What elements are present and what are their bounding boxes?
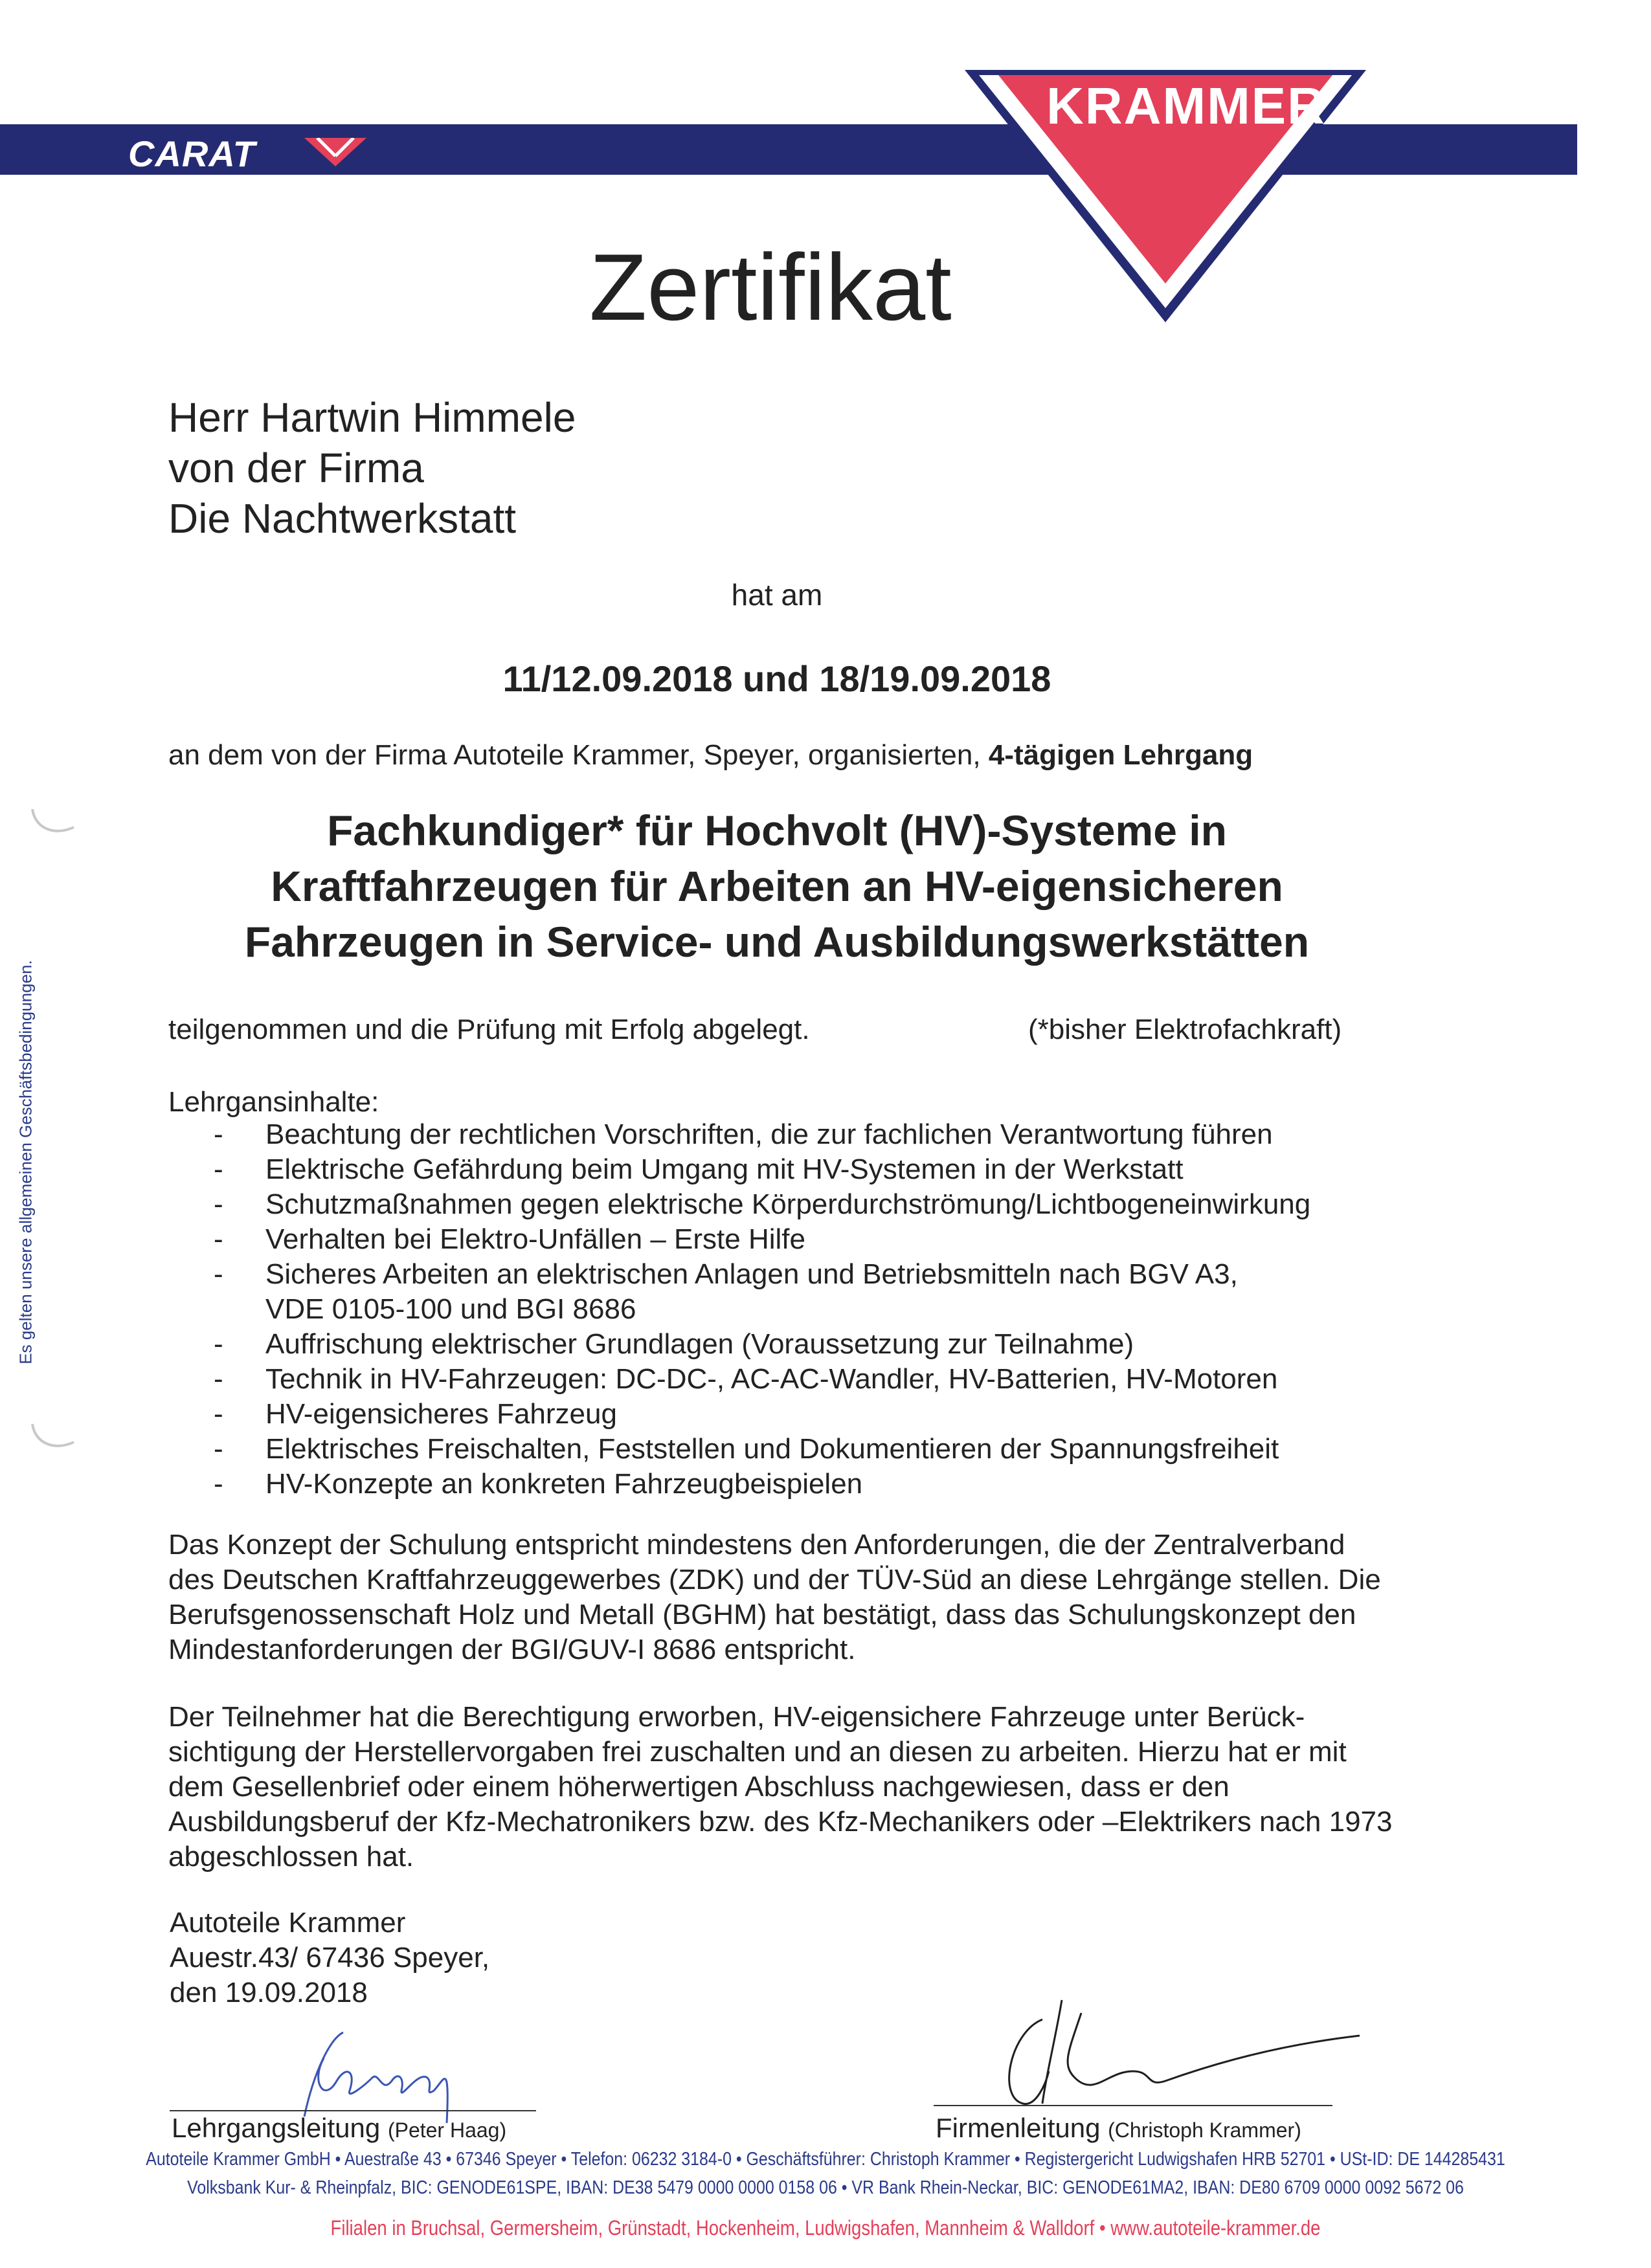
list-item: - Technik in HV-Fahrzeugen: DC-DC-, AC-AC-Wandler, HV-Batterien, HV-Motoren [214,1363,1278,1395]
list-item-text: Schutzmaßnahmen gegen elektrische Körperdurchströmung/Lichtbogeneinwirkung [265,1188,1311,1220]
list-item-text: Sicheres Arbeiten an elektrischen Anlagen und Betriebsmitteln nach BGV A3, VDE 0105-100 und BGI 8686 [265,1258,1238,1325]
organized-bold: 4-tägigen Lehrgang [988,739,1253,771]
footnote-text: (*bisher Elektrofachkraft) [1028,1014,1342,1045]
carat-logo: CARAT [128,133,256,174]
list-item-text: Verhalten bei Elektro-Unfällen – Erste Hilfe [265,1223,805,1255]
contents-label: Lehrgansinhalte: [168,1086,379,1118]
contents-list [207,1117,1437,1502]
signature-krammer-image [984,1974,1373,2117]
side-terms-note: Es gelten unsere allgemeinen Geschäftsbedingungen. [16,960,36,1364]
list-item: - Elektrisches Freischalten, Feststellen und Dokumentieren der Spannungsfreiheit [214,1433,1279,1465]
course-title-line-1: Fachkundiger* für Hochvolt (HV)-Systeme in [327,806,1227,854]
recipient-block [168,392,576,544]
signature-line-right [934,2105,1332,2106]
list-item-text: HV-eigensicheres Fahrzeug [265,1398,617,1430]
list-item-text: Auffrischung elektrischer Grundlagen (Voraussetzung zur Teilnahme) [265,1328,1134,1360]
recipient-company-label: von der Firma [168,445,424,491]
organized-plain: an dem von der Firma Autoteile Krammer, Speyer, organisierten, [168,739,981,771]
list-item: - Verhalten bei Elektro-Unfällen – Erste Hilfe [214,1223,805,1255]
punch-hole-bottom-icon [28,1418,80,1456]
footer-company-info: Autoteile Krammer GmbH • Auestraße 43 • 67346 Speyer • Telefon: 06232 3184-0 • Geschäftsführer: Christoph Krammer • Registergericht Ludwigshafen HRB 52701 • USt-ID: DE 144285431 [146,2149,1505,2170]
list-item: - Auffrischung elektrischer Grundlagen (Voraussetzung zur Teilnahme) [214,1328,1134,1360]
issuer-name: Autoteile Krammer [170,1907,406,1939]
list-item-text: Technik in HV-Fahrzeugen: DC-DC-, AC-AC-Wandler, HV-Batterien, HV-Motoren [265,1363,1278,1395]
passed-text: teilgenommen und die Prüfung mit Erfolg abgelegt. [168,1014,810,1045]
signature-line-left [170,2110,536,2111]
signature-left-name: (Peter Haag) [387,2118,507,2142]
list-item: - Schutzmaßnahmen gegen elektrische Körperdurchströmung/Lichtbogeneinwirkung [214,1188,1311,1220]
list-item-text: Elektrisches Freischalten, Feststellen und Dokumentieren der Spannungsfreiheit [265,1433,1279,1465]
course-title-line-3: Fahrzeugen in Service- und Ausbildungswerkstätten [244,918,1310,966]
signature-right-role: Firmenleitung [936,2113,1101,2143]
course-dates: 11/12.09.2018 und 18/19.09.2018 [502,658,1051,699]
signature-left-label [172,2113,506,2144]
issue-date: den 19.09.2018 [170,1977,368,2008]
list-item: - Elektrische Gefährdung beim Umgang mit HV-Systemen in der Werkstatt [214,1153,1184,1185]
issuer-address [170,1906,489,2010]
signature-left-role: Lehrgangsleitung [172,2113,381,2143]
signature-right-label [936,2113,1301,2144]
course-title-line-2: Kraftfahrzeugen für Arbeiten an HV-eigensicheren [271,862,1283,910]
course-title [0,803,1554,970]
paragraph-concept: Das Konzept der Schulung entspricht mindestens den Anforderungen, die der Zentralverband des Deutschen Kraftfahrzeuggewerbes (ZDK) und der TÜV-Süd an diese Lehrgänge stellen. Die Berufsgenossenschaft Holz und Metall (BGHM) hat bestätigt, dass das Schulungskonzept den Mindestanforderungen der BGI/GUV-I 8686 entspricht. [168,1529,1381,1665]
recipient-company: Die Nachtwerkstatt [168,495,517,542]
paragraph-authorization: Der Teilnehmer hat die Berechtigung erworben, HV-eigensichere Fahrzeuge unter Berück-sichtigung der Herstellervorgaben frei zuschalten und an diesen zu arbeiten. Hierzu hat er mit dem Gesellenbrief oder einem höherwertigen Abschluss nachgewiesen, dass er den Ausbildungsberuf der Kfz-Mechatronikers bzw. des Kfz-Mechanikers oder –Elektrikers nach 1973 abgeschlossen hat. [168,1701,1393,1873]
recipient-name: Herr Hartwin Himmele [168,394,576,441]
carat-logo-mark [304,138,366,168]
issuer-street: Auestr.43/ 67436 Speyer, [170,1942,490,1973]
list-item-text: Elektrische Gefährdung beim Umgang mit HV-Systemen in der Werkstatt [265,1153,1184,1185]
list-item: - Beachtung der rechtlichen Vorschriften, die zur fachlichen Verantwortung führen [214,1118,1273,1150]
list-item: - HV-Konzepte an konkreten Fahrzeugbeispielen [214,1468,863,1500]
list-item-text: HV-Konzepte an konkreten Fahrzeugbeispielen [265,1468,863,1500]
list-item: - HV-eigensicheres Fahrzeug [214,1398,617,1430]
list-item-text: Beachtung der rechtlichen Vorschriften, die zur fachlichen Verantwortung führen [265,1118,1273,1150]
organized-text [168,739,1253,772]
hat-am-text: hat am [731,578,823,612]
list-item: - Sicheres Arbeiten an elektrischen Anlagen und Betriebsmitteln nach BGV A3, VDE 0105-100 und BGI 8686 [214,1258,1238,1325]
krammer-logo: KRAMMER [1046,77,1326,135]
footer-bank-info: Volksbank Kur- & Rheinpfalz, BIC: GENODE61SPE, IBAN: DE38 5479 0000 0000 0158 06 • VR Bank Rhein-Neckar, BIC: GENODE61MA2, IBAN: DE80 6709 0000 0092 5672 06 [187,2177,1464,2198]
footer-branches: Filialen in Bruchsal, Germersheim, Grünstadt, Hockenheim, Ludwigshafen, Mannheim & Walldorf • www.autoteile-krammer.de [330,2216,1321,2240]
punch-hole-top-icon [28,803,80,841]
page-title: Zertifikat [589,234,952,340]
signature-right-name: (Christoph Krammer) [1108,2118,1301,2142]
